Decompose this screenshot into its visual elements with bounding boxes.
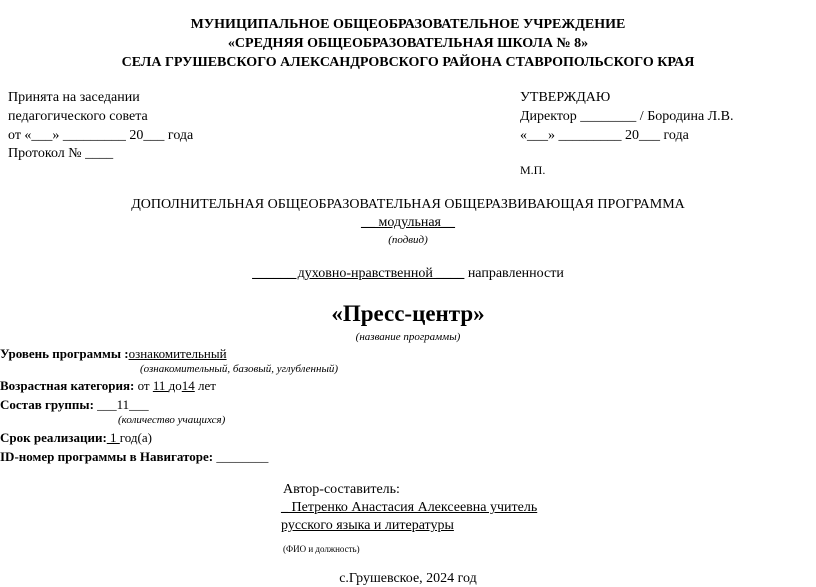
term-unit: год(а) — [119, 430, 152, 445]
program-kind — [0, 215, 816, 231]
program-direction-label: направленности — [464, 266, 564, 281]
id-value: ________ — [213, 449, 269, 464]
group-value: ___11___ — [93, 397, 149, 412]
group-hint: (количество учащихся) — [118, 414, 226, 426]
accepted-line-3: от «___» _________ 20___ года — [8, 128, 194, 143]
age-min: 11 — [152, 378, 169, 393]
term-label: Срок реализации: — [0, 430, 107, 445]
level-hint: (ознакомительный, базовый, углубленный) — [140, 363, 339, 375]
level-row — [0, 346, 227, 362]
program-title: «Пресс-центр» — [331, 301, 485, 326]
age-max: 14 — [181, 378, 195, 393]
author-position: русского языка и литературы — [281, 518, 454, 533]
accepted-line-4: Протокол № ____ — [8, 146, 114, 161]
approved-line-1: УТВЕРЖДАЮ — [520, 90, 611, 105]
level-label: Уровень программы : — [0, 346, 129, 361]
group-label: Состав группы: — [0, 397, 94, 412]
program-kind-hint: (подвид) — [388, 234, 428, 246]
stamp-mark: М.П. — [520, 163, 546, 177]
header-line-1: МУНИЦИПАЛЬНОЕ ОБЩЕОБРАЗОВАТЕЛЬНОЕ УЧРЕЖДЕНИЕ — [190, 17, 626, 32]
age-row — [0, 378, 216, 394]
age-unit: лет — [194, 378, 216, 393]
id-row — [0, 449, 268, 465]
level-value: ознакомительный — [128, 346, 227, 361]
age-label: Возрастная категория: — [0, 378, 135, 393]
age-from: от — [134, 378, 153, 393]
author-label: Автор-составитель: — [283, 482, 400, 497]
approved-line-2: Директор ________ / Бородина Л.В. — [520, 109, 734, 124]
header-line-2: «СРЕДНЯЯ ОБЩЕОБРАЗОВАТЕЛЬНАЯ ШКОЛА № 8» — [227, 36, 589, 51]
id-label: ID-номер программы в Навигаторе: — [0, 449, 214, 464]
term-value: 1 — [106, 430, 120, 445]
approved-line-3: «___» _________ 20___ года — [520, 128, 689, 143]
program-type-line: ДОПОЛНИТЕЛЬНАЯ ОБЩЕОБРАЗОВАТЕЛЬНАЯ ОБЩЕРАЗВИВАЮЩАЯ ПРОГРАММА — [131, 197, 685, 212]
place-year: с.Грушевское, 2024 год — [339, 571, 477, 586]
program-title-hint: (название программы) — [355, 331, 461, 343]
term-row — [0, 430, 152, 446]
program-kind-value: __ модульная__ — [361, 215, 455, 230]
header-line-3: СЕЛА ГРУШЕВСКОГО АЛЕКСАНДРОВСКОГО РАЙОНА СТАВРОПОЛЬСКОГО КРАЯ — [121, 55, 695, 70]
group-row — [0, 397, 149, 413]
program-direction-value: ______ духовно-нравственной ____ — [252, 266, 465, 281]
accepted-line-1: Принята на заседании — [8, 90, 140, 105]
program-direction — [0, 266, 816, 282]
age-to: до — [168, 378, 182, 393]
accepted-line-2: педагогического совета — [8, 109, 148, 124]
author-hint: (ФИО и должность) — [283, 544, 360, 554]
author-name: _ Петренко Анастасия Алексеевна учитель — [281, 500, 538, 515]
